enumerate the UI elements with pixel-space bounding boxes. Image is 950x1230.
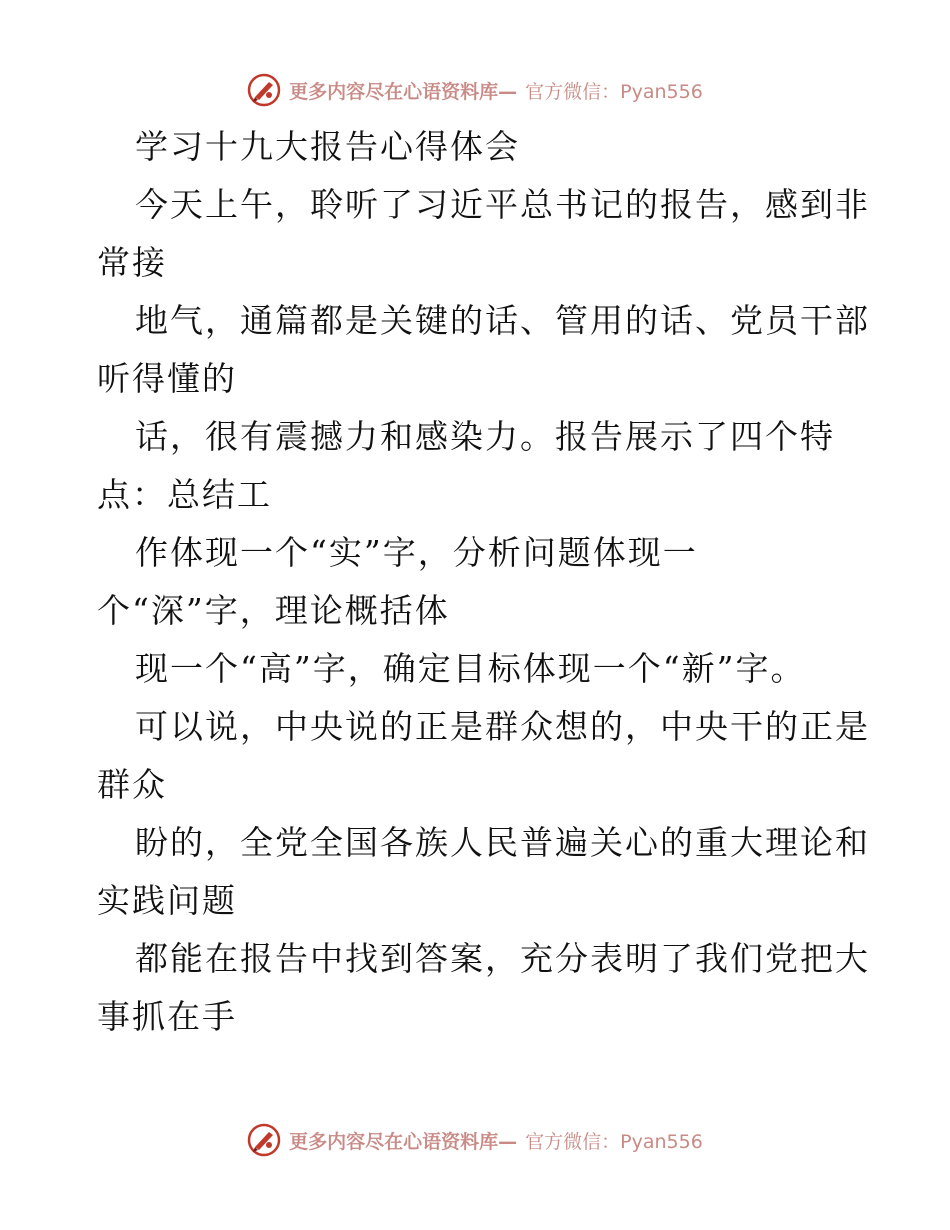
watermark-wechat: 官方微信：Pyan556 [525,80,703,103]
paragraph-line: 常接 [97,243,167,282]
watermark-text: 更多内容尽在心语资料库— [289,80,518,103]
paragraph-line: 点：总结工 [97,475,272,514]
paragraph-line: 现一个“高”字，确定目标体现一个“新”字。 [135,649,806,688]
paragraph-line: 听得懂的 [97,359,237,398]
paragraph-line: 实践问题 [97,881,237,920]
footer-watermark [0,1120,950,1160]
paragraph-line: 话，很有震撼力和感染力。报告展示了四个特 [135,417,835,456]
paragraph-line: 今天上午，聆听了习近平总书记的报告，感到非 [135,185,870,224]
paragraph-line: 事抓在手 [97,997,237,1036]
paragraph-line: 可以说，中央说的正是群众想的，中央干的正是 [135,707,870,746]
watermark-text: 更多内容尽在心语资料库— [289,1130,518,1153]
pen-logo-icon [247,1123,281,1157]
paragraph-line: 群众 [97,765,167,804]
paragraph-line: 作体现一个“实”字，分析问题体现一 [135,533,698,572]
pen-logo-icon [247,73,281,107]
paragraph-line: 都能在报告中找到答案，充分表明了我们党把大 [135,939,870,978]
paragraph-line: 地气，通篇都是关键的话、管用的话、党员干部 [135,301,870,340]
document-title: 学习十九大报告心得体会 [135,127,520,166]
paragraph-line: 个“深”字，理论概括体 [97,591,450,630]
paragraph-line: 盼的，全党全国各族人民普遍关心的重大理论和 [135,823,870,862]
header-watermark [0,70,950,110]
watermark-wechat: 官方微信：Pyan556 [525,1130,703,1153]
